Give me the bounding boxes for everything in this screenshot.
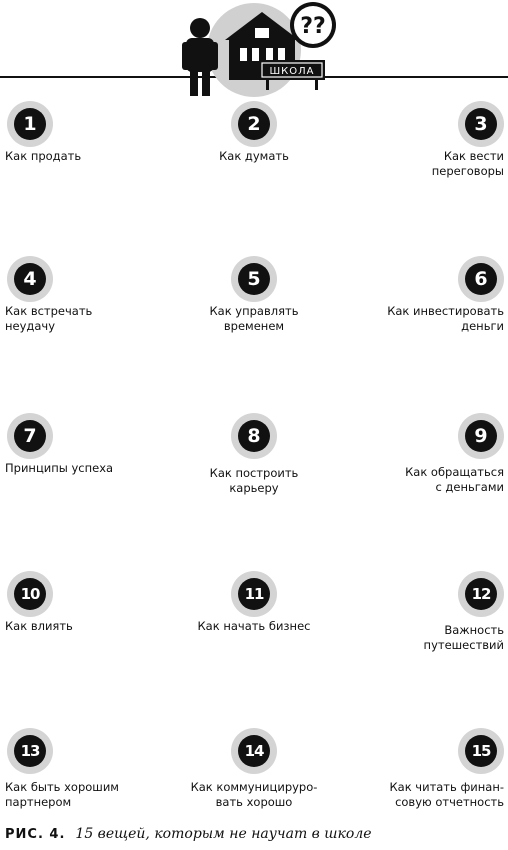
number-badge: 15 (458, 728, 504, 774)
number-badge: 6 (458, 256, 504, 302)
item-label: Как влиять (5, 619, 73, 633)
figure-number: РИС. 4. (5, 827, 66, 842)
number-badge: 7 (7, 413, 53, 459)
number-badge: 8 (231, 413, 277, 459)
item-label: Как управлять временем (209, 304, 299, 333)
number-badge: 4 (7, 256, 53, 302)
number-badge: 14 (231, 728, 277, 774)
item-label: Как инвестировать деньги (387, 304, 504, 333)
svg-text:ШКОЛА: ШКОЛА (269, 66, 315, 77)
item-label: Как встречать неудачу (5, 304, 93, 333)
figure-caption (5, 826, 372, 842)
number-badge: 13 (7, 728, 53, 774)
number-badge: 11 (231, 571, 277, 617)
item-label: Как быть хорошим партнером (5, 780, 119, 809)
item-label: Как продать (5, 149, 82, 163)
number-badge: 5 (231, 256, 277, 302)
svg-text:??: ?? (300, 14, 326, 39)
number-badge: 9 (458, 413, 504, 459)
item-label: Как думать (219, 149, 289, 163)
number-badge: 3 (458, 101, 504, 147)
item-label: Как вести переговоры (431, 149, 504, 178)
item-label: Важность путешествий (423, 623, 504, 652)
number-badge: 12 (458, 571, 504, 617)
item-label: Принципы успеха (5, 461, 114, 475)
item-label: Как начать бизнес (197, 619, 311, 633)
item-label: Как обращаться с деньгами (405, 465, 504, 494)
number-badge: 2 (231, 101, 277, 147)
figure-title: 15 вещей, которым не научат в школе (75, 826, 372, 842)
number-badge: 1 (7, 101, 53, 147)
item-label: Как коммуницируро- вать хорошо (190, 780, 318, 809)
item-label: Как читать финан- совую отчетность (389, 780, 504, 809)
item-label: Как построить карьеру (209, 466, 299, 495)
number-badge: 10 (7, 571, 53, 617)
